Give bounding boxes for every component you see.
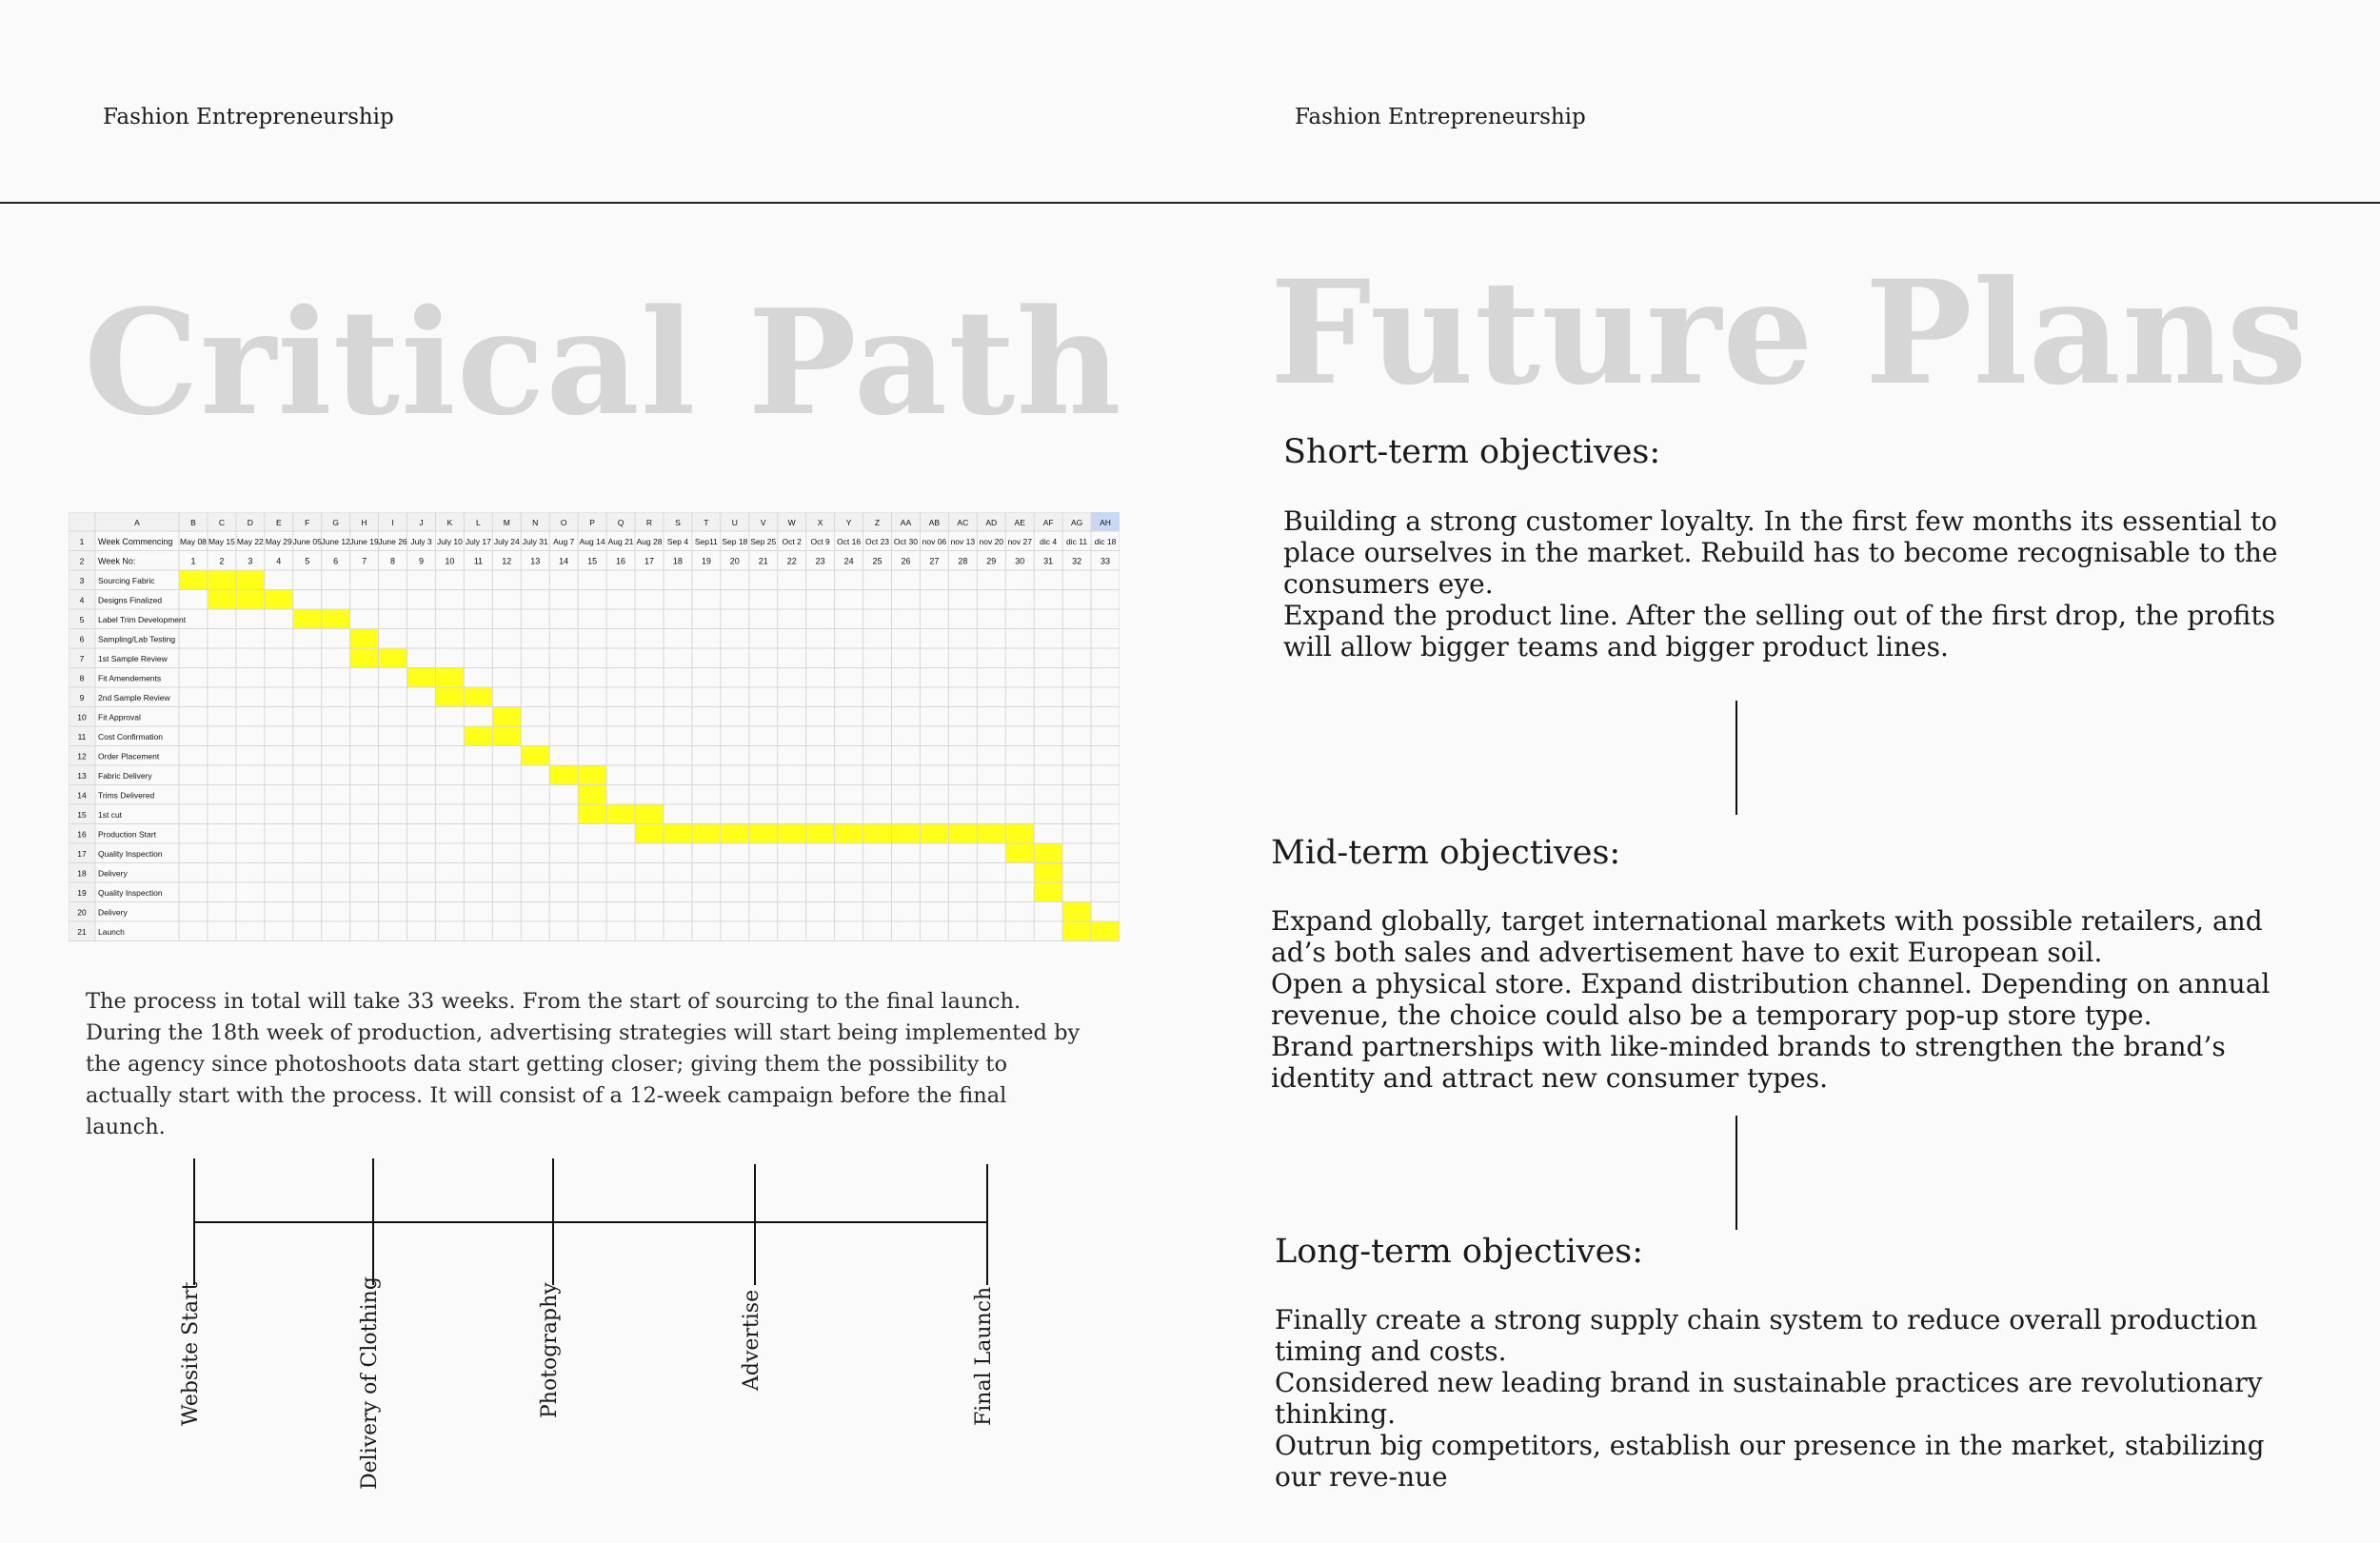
gantt-week-number: 16 <box>616 556 626 566</box>
gantt-task-label: Launch <box>98 927 125 937</box>
gantt-column-letter: B <box>190 518 196 527</box>
gantt-row-number: 18 <box>77 868 87 879</box>
gantt-week-number: 22 <box>786 556 797 566</box>
gantt-bar <box>492 707 521 727</box>
objectives-connector <box>1735 701 1737 815</box>
gantt-date-label: June 12 <box>321 537 350 546</box>
milestone-tick-2 <box>372 1158 374 1285</box>
long-term-line: Outrun big competitors, establish our presence in the market, stabilizing our reve-nue <box>1275 1430 2265 1493</box>
running-head-left: Fashion Entrepreneurship <box>103 105 394 129</box>
gantt-date-label: dic 18 <box>1094 537 1117 546</box>
milestone-tick-5 <box>986 1164 988 1285</box>
gantt-row-number: 19 <box>77 888 87 898</box>
gantt-date-label: Oct 2 <box>782 537 802 546</box>
gantt-column-letter: AA <box>900 518 912 527</box>
milestone-label: Final Launch <box>972 1286 996 1426</box>
gantt-date-label: July 10 <box>436 537 463 546</box>
mid-term-line: Open a physical store. Expand distribution channel. Depending on annual revenue, the choice could also be a temporary pop-up store type. <box>1271 968 2271 1031</box>
gantt-bar <box>521 746 549 766</box>
gantt-week-number: 6 <box>333 556 339 566</box>
gantt-column-letter: J <box>419 518 424 527</box>
gantt-date-label: Aug 7 <box>553 537 575 546</box>
gantt-task-label: Quality Inspection <box>98 849 163 859</box>
gantt-row-label: Week No: <box>98 556 136 566</box>
gantt-date-label: nov 20 <box>979 537 1004 546</box>
gantt-task-label: Fit Approval <box>98 712 141 722</box>
gantt-date-label: Aug 14 <box>579 537 605 546</box>
gantt-date-label: Oct 30 <box>893 537 918 546</box>
gantt-week-number: 31 <box>1043 556 1054 566</box>
future-plans-title: Future Plans <box>1270 249 2309 417</box>
gantt-date-label: Sep11 <box>694 537 718 546</box>
gantt-week-number: 15 <box>587 556 598 566</box>
gantt-column-letter: E <box>275 518 282 527</box>
gantt-column-letter: Z <box>874 518 881 527</box>
gantt-week-number: 3 <box>248 556 253 566</box>
gantt-week-number: 9 <box>418 556 424 566</box>
gantt-task-label: Trims Delivered <box>98 790 155 801</box>
gantt-date-label: Oct 16 <box>837 537 862 546</box>
mid-term-heading: Mid-term objectives: <box>1271 834 1621 872</box>
short-term-line: Expand the product line. After the selling out of the first drop, the profits will allow bigger teams and bigger product lines. <box>1283 600 2275 663</box>
gantt-week-number: 14 <box>559 556 569 566</box>
mid-term-line: Brand partnerships with like-minded brands to strengthen the brand’s identity and attract new consumer types. <box>1271 1031 2226 1094</box>
gantt-column-letter: F <box>305 518 310 527</box>
gantt-column-letter: V <box>760 518 766 527</box>
gantt-week-number: 26 <box>901 556 911 566</box>
gantt-column-letter: T <box>704 518 709 527</box>
gantt-week-number: 2 <box>219 556 225 566</box>
gantt-column-letter: L <box>475 518 481 527</box>
gantt-week-number: 5 <box>305 556 310 566</box>
gantt-row-number: 6 <box>79 634 85 644</box>
milestone-label: Website Start <box>179 1281 203 1426</box>
short-term-body <box>1283 505 2292 663</box>
gantt-week-number: 25 <box>872 556 883 566</box>
gantt-column-letter: AB <box>928 518 941 527</box>
gantt-date-label: Aug 21 <box>607 537 634 546</box>
gantt-week-number: 7 <box>362 556 367 566</box>
gantt-week-number: 8 <box>390 556 396 566</box>
gantt-week-number: 4 <box>276 556 282 566</box>
gantt-week-number: 20 <box>729 556 740 566</box>
long-term-body <box>1275 1304 2293 1493</box>
gantt-column-letter: Q <box>617 518 625 527</box>
gantt-date-label: July 17 <box>465 537 491 546</box>
gantt-date-label: nov 06 <box>922 537 947 546</box>
gantt-task-label: Quality Inspection <box>98 888 163 898</box>
gantt-date-label: June 19 <box>349 537 379 546</box>
gantt-task-label: Delivery <box>98 868 128 879</box>
gantt-task-label: Sampling/Lab Testing <box>98 634 176 644</box>
gantt-row-number: 11 <box>77 732 87 742</box>
gantt-bar <box>1062 902 1091 922</box>
gantt-task-label: 1st Sample Review <box>98 654 168 663</box>
gantt-row-number: 21 <box>77 927 87 937</box>
gantt-date-label: Aug 28 <box>636 537 663 546</box>
milestone-tick-3 <box>552 1158 554 1285</box>
gantt-column-letter: AD <box>985 518 998 527</box>
milestone-label: Photography <box>538 1282 562 1418</box>
gantt-row-label: Week Commencing <box>98 537 173 546</box>
gantt-row-number: 14 <box>77 790 87 801</box>
gantt-week-number: 19 <box>701 556 711 566</box>
gantt-date-label: nov 13 <box>950 537 976 546</box>
gantt-week-number: 23 <box>815 556 825 566</box>
gantt-date-label: May 29 <box>265 537 292 546</box>
gantt-task-label: Production Start <box>98 829 156 840</box>
gantt-date-label: July 3 <box>410 537 432 546</box>
gantt-date-label: May 08 <box>180 537 207 546</box>
gantt-spreadsheet <box>69 512 1120 946</box>
timeline-axis <box>194 1221 988 1223</box>
short-term-heading: Short-term objectives: <box>1283 433 1661 471</box>
gantt-task-label: Order Placement <box>98 751 160 762</box>
gantt-column-letter: X <box>817 518 823 527</box>
gantt-task-label: Label Trim Development <box>98 615 187 624</box>
gantt-date-label: Sep 25 <box>750 537 777 546</box>
gantt-week-number: 30 <box>1015 556 1025 566</box>
gantt-column-letter: N <box>532 518 539 527</box>
gantt-column-letter: G <box>332 518 339 527</box>
gantt-date-label: June 26 <box>378 537 407 546</box>
gantt-week-number: 17 <box>644 556 655 566</box>
gantt-row-number: 15 <box>77 810 87 820</box>
gantt-date-label: May 22 <box>236 537 264 546</box>
header-divider <box>0 202 2380 204</box>
gantt-row-number: 17 <box>77 849 87 859</box>
long-term-line: Considered new leading brand in sustainable practices are revolutionary thinking. <box>1275 1367 2263 1430</box>
gantt-date-label: Sep 4 <box>666 537 689 546</box>
gantt-row-number: 8 <box>79 673 85 683</box>
gantt-week-number: 13 <box>530 556 541 566</box>
gantt-column-letter: C <box>218 518 225 527</box>
gantt-row-number: 10 <box>77 712 87 722</box>
gantt-row-number: 20 <box>77 907 87 918</box>
gantt-column-letter: AH <box>1100 518 1111 527</box>
gantt-row-number: 12 <box>77 751 87 762</box>
gantt-column-letter: R <box>645 518 653 527</box>
gantt-column-letter: W <box>787 518 796 527</box>
gantt-date-label: July 24 <box>493 537 520 546</box>
gantt-week-number: 21 <box>758 556 768 566</box>
gantt-row-number: 4 <box>79 595 85 605</box>
gantt-column-letter: Y <box>845 518 852 527</box>
gantt-week-number: 12 <box>502 556 512 566</box>
long-term-heading: Long-term objectives: <box>1275 1233 1644 1271</box>
gantt-task-label: Delivery <box>98 907 128 918</box>
gantt-date-label: Sep 18 <box>722 537 748 546</box>
gantt-row-number: 2 <box>79 556 85 566</box>
milestone-tick-4 <box>754 1164 756 1285</box>
gantt-bar <box>578 785 606 805</box>
gantt-row-number: 5 <box>79 615 85 624</box>
gantt-bar <box>208 590 293 610</box>
gantt-date-label: Oct 23 <box>864 537 890 546</box>
gantt-date-label: Oct 9 <box>810 537 830 546</box>
gantt-week-number: 27 <box>929 556 940 566</box>
gantt-column-letter: P <box>589 518 595 527</box>
gantt-column-letter: M <box>503 518 510 527</box>
gantt-task-label: 1st cut <box>98 810 123 820</box>
gantt-row-number: 16 <box>77 829 87 840</box>
gantt-bar <box>578 804 664 824</box>
gantt-task-label: Cost Confirmation <box>98 732 164 742</box>
gantt-task-label: Designs Finalized <box>98 595 163 605</box>
gantt-column-letter: K <box>446 518 453 527</box>
gantt-column-letter: O <box>560 518 567 527</box>
milestone-tick-1 <box>193 1158 195 1285</box>
critical-path-description: The process in total will take 33 weeks. From the start of sourcing to the final launch. During the 18th week of production, advertising strategies will start being implemented by the agency since photoshoots data start getting closer; giving them the possibility to actually start with the process. It will consist of a 12-week campaign before the final launch. <box>86 989 1081 1139</box>
gantt-row-number: 9 <box>79 693 85 702</box>
critical-path-title: Critical Path <box>84 277 1122 447</box>
gantt-task-label: 2nd Sample Review <box>98 693 170 702</box>
gantt-week-number: 1 <box>190 556 196 566</box>
gantt-task-label: Fabric Delivery <box>98 771 152 781</box>
gantt-bar <box>179 570 265 590</box>
gantt-column-letter: H <box>361 518 367 527</box>
gantt-week-number: 10 <box>445 556 455 566</box>
gantt-column-letter: U <box>731 518 738 527</box>
gantt-date-label: nov 27 <box>1007 537 1032 546</box>
gantt-row-number: 13 <box>77 771 87 781</box>
gantt-column-letter: A <box>134 518 140 527</box>
gantt-week-number: 24 <box>843 556 854 566</box>
gantt-column-letter: AE <box>1014 518 1025 527</box>
gantt-column-letter: AF <box>1042 518 1054 527</box>
mid-term-line: Expand globally, target international markets with possible retailers, and ad’s both sales and advertisement have to exit European soil. <box>1271 905 2263 968</box>
gantt-week-number: 28 <box>958 556 968 566</box>
gantt-task-label: Fit Amendements <box>98 673 162 683</box>
gantt-week-number: 33 <box>1101 556 1111 566</box>
gantt-bar <box>1034 863 1062 883</box>
objectives-connector <box>1735 1116 1737 1230</box>
gantt-date-label: July 31 <box>522 537 548 546</box>
gantt-column-letter: AG <box>1070 518 1083 527</box>
gantt-row-number: 3 <box>79 576 85 585</box>
milestone-label: Advertise <box>740 1289 764 1391</box>
gantt-bar <box>1034 882 1062 902</box>
gantt-column-letter: D <box>247 518 253 527</box>
gantt-date-label: June 05 <box>292 537 322 546</box>
gantt-row-number: 1 <box>79 537 85 546</box>
gantt-bar <box>350 629 379 649</box>
gantt-date-label: dic 11 <box>1066 537 1088 546</box>
gantt-column-letter: AC <box>957 518 969 527</box>
gantt-week-number: 32 <box>1072 556 1082 566</box>
gantt-date-label: dic 4 <box>1040 537 1058 546</box>
milestone-label: Delivery of Clothing <box>358 1276 382 1490</box>
gantt-column-letter: S <box>675 518 681 527</box>
gantt-task-label: Sourcing Fabric <box>98 576 155 585</box>
gantt-column-letter: I <box>391 518 394 527</box>
gantt-date-label: May 15 <box>208 537 235 546</box>
gantt-week-number: 29 <box>986 556 997 566</box>
long-term-line: Finally create a strong supply chain system to reduce overall production timing and costs. <box>1275 1304 2258 1367</box>
running-head-right: Fashion Entrepreneurship <box>1295 105 1586 129</box>
mid-term-body <box>1271 905 2299 1094</box>
short-term-line: Building a strong customer loyalty. In the first few months its essential to place ourselves in the market. Rebuild has to become recognisable to the consumers eye. <box>1283 505 2278 600</box>
gantt-week-number: 18 <box>672 556 683 566</box>
gantt-week-number: 11 <box>473 556 484 566</box>
gantt-row-number: 7 <box>79 654 85 663</box>
